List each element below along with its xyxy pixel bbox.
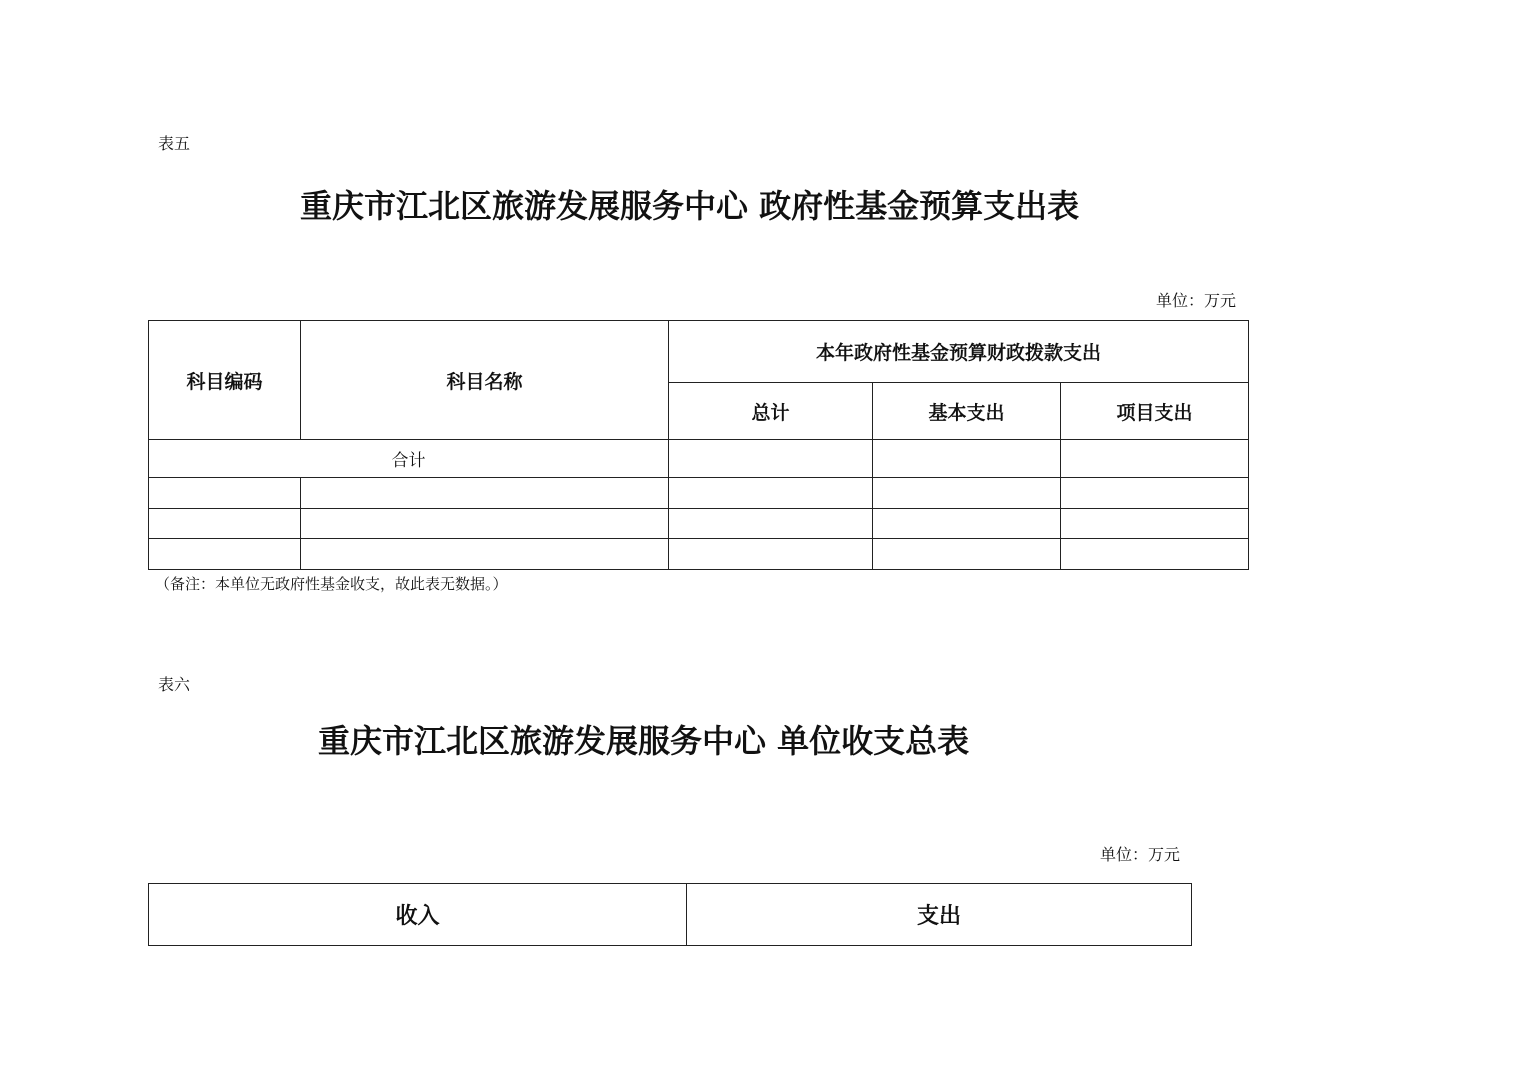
table5-fund-expenditure (148, 320, 1249, 570)
table5-note: （备注：本单位无政府性基金收支，故此表无数据。） (155, 575, 508, 593)
total-row-project (1061, 440, 1249, 478)
table6-title: 重庆市江北区旅游发展服务中心 单位收支总表 (318, 722, 970, 760)
table-row (149, 539, 1249, 570)
header-expense: 支出 (687, 884, 1192, 946)
row-name (301, 509, 669, 539)
header-fund-expenditure-group: 本年政府性基金预算财政拨款支出 (669, 321, 1249, 383)
row-basic (873, 539, 1061, 570)
header-subject-code: 科目编码 (149, 321, 301, 440)
table-row (149, 478, 1249, 509)
row-project (1061, 478, 1249, 509)
total-row-total (669, 440, 873, 478)
row-code (149, 539, 301, 570)
row-total (669, 509, 873, 539)
header-total: 总计 (669, 383, 873, 440)
table6-unit-label: 单位：万元 (1099, 845, 1180, 864)
table5-tag: 表五 (158, 134, 191, 153)
header-project-expenditure: 项目支出 (1061, 383, 1249, 440)
row-total (669, 539, 873, 570)
row-code (149, 509, 301, 539)
table5-title: 重庆市江北区旅游发展服务中心 政府性基金预算支出表 (300, 187, 1080, 225)
header-income: 收入 (149, 884, 687, 946)
row-project (1061, 539, 1249, 570)
table6-income-expense-summary (148, 883, 1192, 946)
total-row-basic (873, 440, 1061, 478)
row-total (669, 478, 873, 509)
row-code (149, 478, 301, 509)
total-row (149, 440, 1249, 478)
row-project (1061, 509, 1249, 539)
row-name (301, 539, 669, 570)
table-row (149, 509, 1249, 539)
row-basic (873, 478, 1061, 509)
total-row-label: 合计 (149, 440, 669, 478)
table5-unit-label: 单位：万元 (1155, 291, 1236, 310)
table6-tag: 表六 (158, 675, 191, 694)
row-basic (873, 509, 1061, 539)
row-name (301, 478, 669, 509)
header-basic-expenditure: 基本支出 (873, 383, 1061, 440)
header-subject-name: 科目名称 (301, 321, 669, 440)
